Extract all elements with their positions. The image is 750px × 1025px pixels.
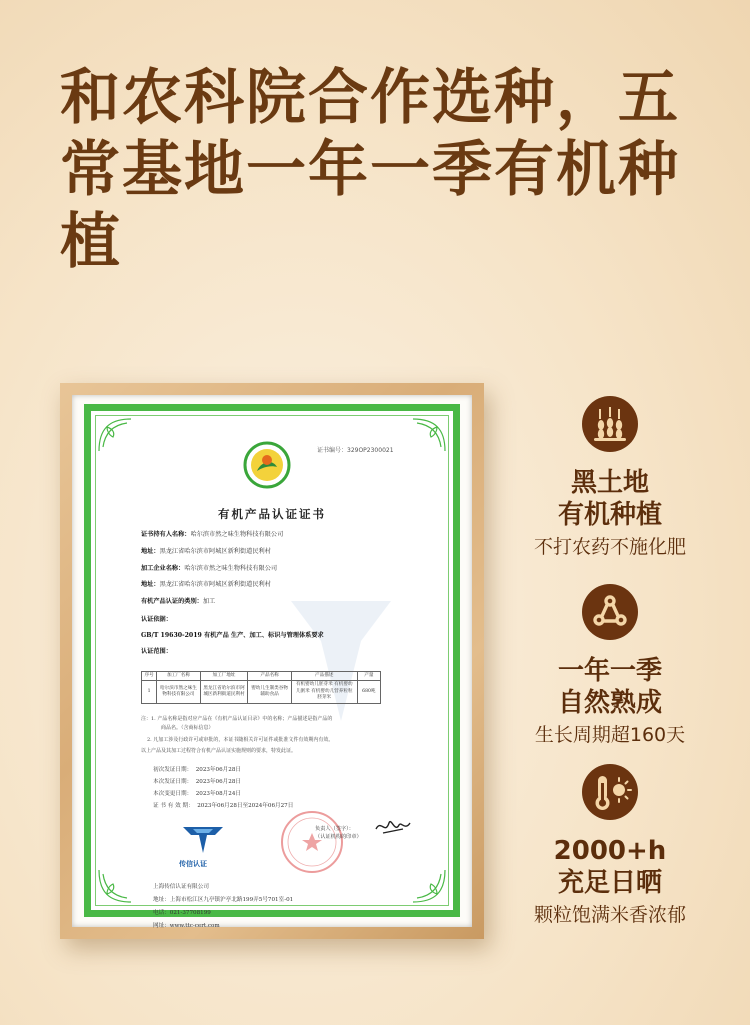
table-header-row	[142, 672, 381, 681]
scope-table	[141, 671, 381, 704]
feature-title-2: 充足日晒	[557, 868, 662, 898]
holder-line	[141, 529, 283, 538]
table-header: 序号	[142, 672, 157, 681]
feature-title-1: 2000+h	[553, 836, 667, 866]
note-1: 注：1. 产品名称是指对应产品在《有机产品认证目录》中的名称；产品描述是指产品的	[141, 716, 333, 722]
holder-label: 证书持有人名称：	[141, 531, 191, 538]
feature-subtitle: 不打农药不施化肥	[533, 536, 686, 558]
feature-title-1: 一年一季	[557, 656, 662, 686]
certificate-number: 证书编号：329OP2300021	[317, 447, 394, 454]
corner-ornament-icon	[97, 868, 133, 904]
processor-value: 哈尔滨市然之味生物科技有限公司	[184, 565, 278, 572]
corner-ornament-icon	[411, 417, 447, 453]
scope-label: 认证范围：	[141, 648, 172, 655]
table-header: 产量	[357, 672, 380, 681]
scope-label-line	[141, 646, 172, 655]
corner-ornament-icon	[97, 417, 133, 453]
table-cell: 哈尔滨市然之味生物科技有限公司	[157, 681, 201, 703]
table-cell: 婴幼儿生制类谷物辅助食品	[248, 681, 292, 703]
corner-ornament-icon	[411, 868, 447, 904]
feature-title-1: 黑土地	[570, 468, 649, 498]
ttc-logo-icon	[181, 825, 225, 855]
table-header: 产品名称	[248, 672, 292, 681]
processor-label: 加工企业名称：	[141, 565, 185, 572]
wheat-icon	[581, 395, 639, 453]
table-row	[142, 681, 381, 703]
table-header: 加工厂地址	[200, 672, 248, 681]
feature-sunshine	[495, 763, 725, 929]
table-cell: 有机婴幼儿胚芽米 有机婴幼儿粥米 有机婴幼儿营养粒粒胚芽米	[291, 681, 357, 703]
note-1b: 商品名。（含商标信息）	[161, 725, 214, 731]
cycle-icon	[581, 583, 639, 641]
basis-label-line	[141, 614, 172, 623]
frame-matting	[72, 395, 472, 927]
table-header: 产品描述	[291, 672, 357, 681]
processor-address-label: 地址：	[141, 581, 160, 588]
handwritten-signature-icon	[373, 815, 413, 839]
basis-text: GB/T 19630-2019 有机产品 生产、加工、标识与管理体系要求	[141, 632, 324, 639]
basis-value	[141, 630, 324, 639]
organic-product-logo-icon	[243, 441, 291, 489]
certificate-dates: 初次发证日期： 2023年06月28日 本次发证日期： 2023年06月28日 本次变更日期： 2023年08月24日 证 书 有 效 期： 2023年06月28日至2024年06月27日	[153, 767, 294, 809]
issuer-footer: 上海传信认证有限公司 地址：上海市松江区九亭镇沪亭北路199弄5号701室-01 电话：021-37708199 网址：www.ttc-cert.com	[153, 884, 294, 929]
note-2: 2. 凡加工涉及行政许可或审批的，本证书随相关许可证件或批准文件有效期内有效。	[147, 737, 334, 743]
table-cell: 1	[142, 681, 157, 703]
address-value: 黑龙江省哈尔滨市阿城区新利街道民利村	[159, 548, 271, 555]
certificate-frame	[60, 383, 484, 939]
official-seal-icon	[279, 809, 345, 875]
processor-address-value: 黑龙江省哈尔滨市阿城区新利街道民利村	[159, 581, 271, 588]
category-label: 有机产品认证的类别：	[141, 598, 203, 605]
sun-thermometer-icon	[581, 763, 639, 821]
feature-subtitle: 生长周期超160天	[534, 724, 686, 746]
address-line	[141, 546, 271, 555]
certificate	[84, 404, 460, 929]
feature-title-2: 自然熟成	[557, 688, 662, 718]
table-header: 加工厂名称	[157, 672, 201, 681]
processor-line	[141, 563, 277, 572]
address-label: 地址：	[141, 548, 160, 555]
org-logo-name: 传信认证	[179, 860, 207, 868]
responsible-signature-label: 负责人（签字）： （认证机构的印章）	[315, 826, 362, 840]
feature-title-2: 有机种植	[557, 500, 662, 530]
holder-value: 哈尔滨市然之味生物科技有限公司	[190, 531, 284, 538]
table-cell: 黑龙江省哈尔滨市阿城区新利街道民利村	[200, 681, 248, 703]
watermark-logo-icon	[281, 581, 401, 731]
category-value: 加工	[202, 598, 216, 605]
table-cell: 680吨	[357, 681, 380, 703]
feature-subtitle: 颗粒饱满米香浓郁	[533, 904, 686, 926]
basis-label: 认证依据：	[141, 616, 172, 623]
category-line	[141, 596, 215, 605]
note-3: 以上产品及其加工过程符合有机产品认证实施规则的要求，特发此证。	[141, 748, 297, 754]
feature-organic-planting	[495, 395, 725, 561]
certificate-title: 有机产品认证证书	[218, 507, 326, 521]
headline: 和农科院合作选种，五常基地一年一季有机种植	[60, 63, 680, 277]
feature-one-season	[495, 583, 725, 749]
processor-address-line	[141, 579, 271, 588]
